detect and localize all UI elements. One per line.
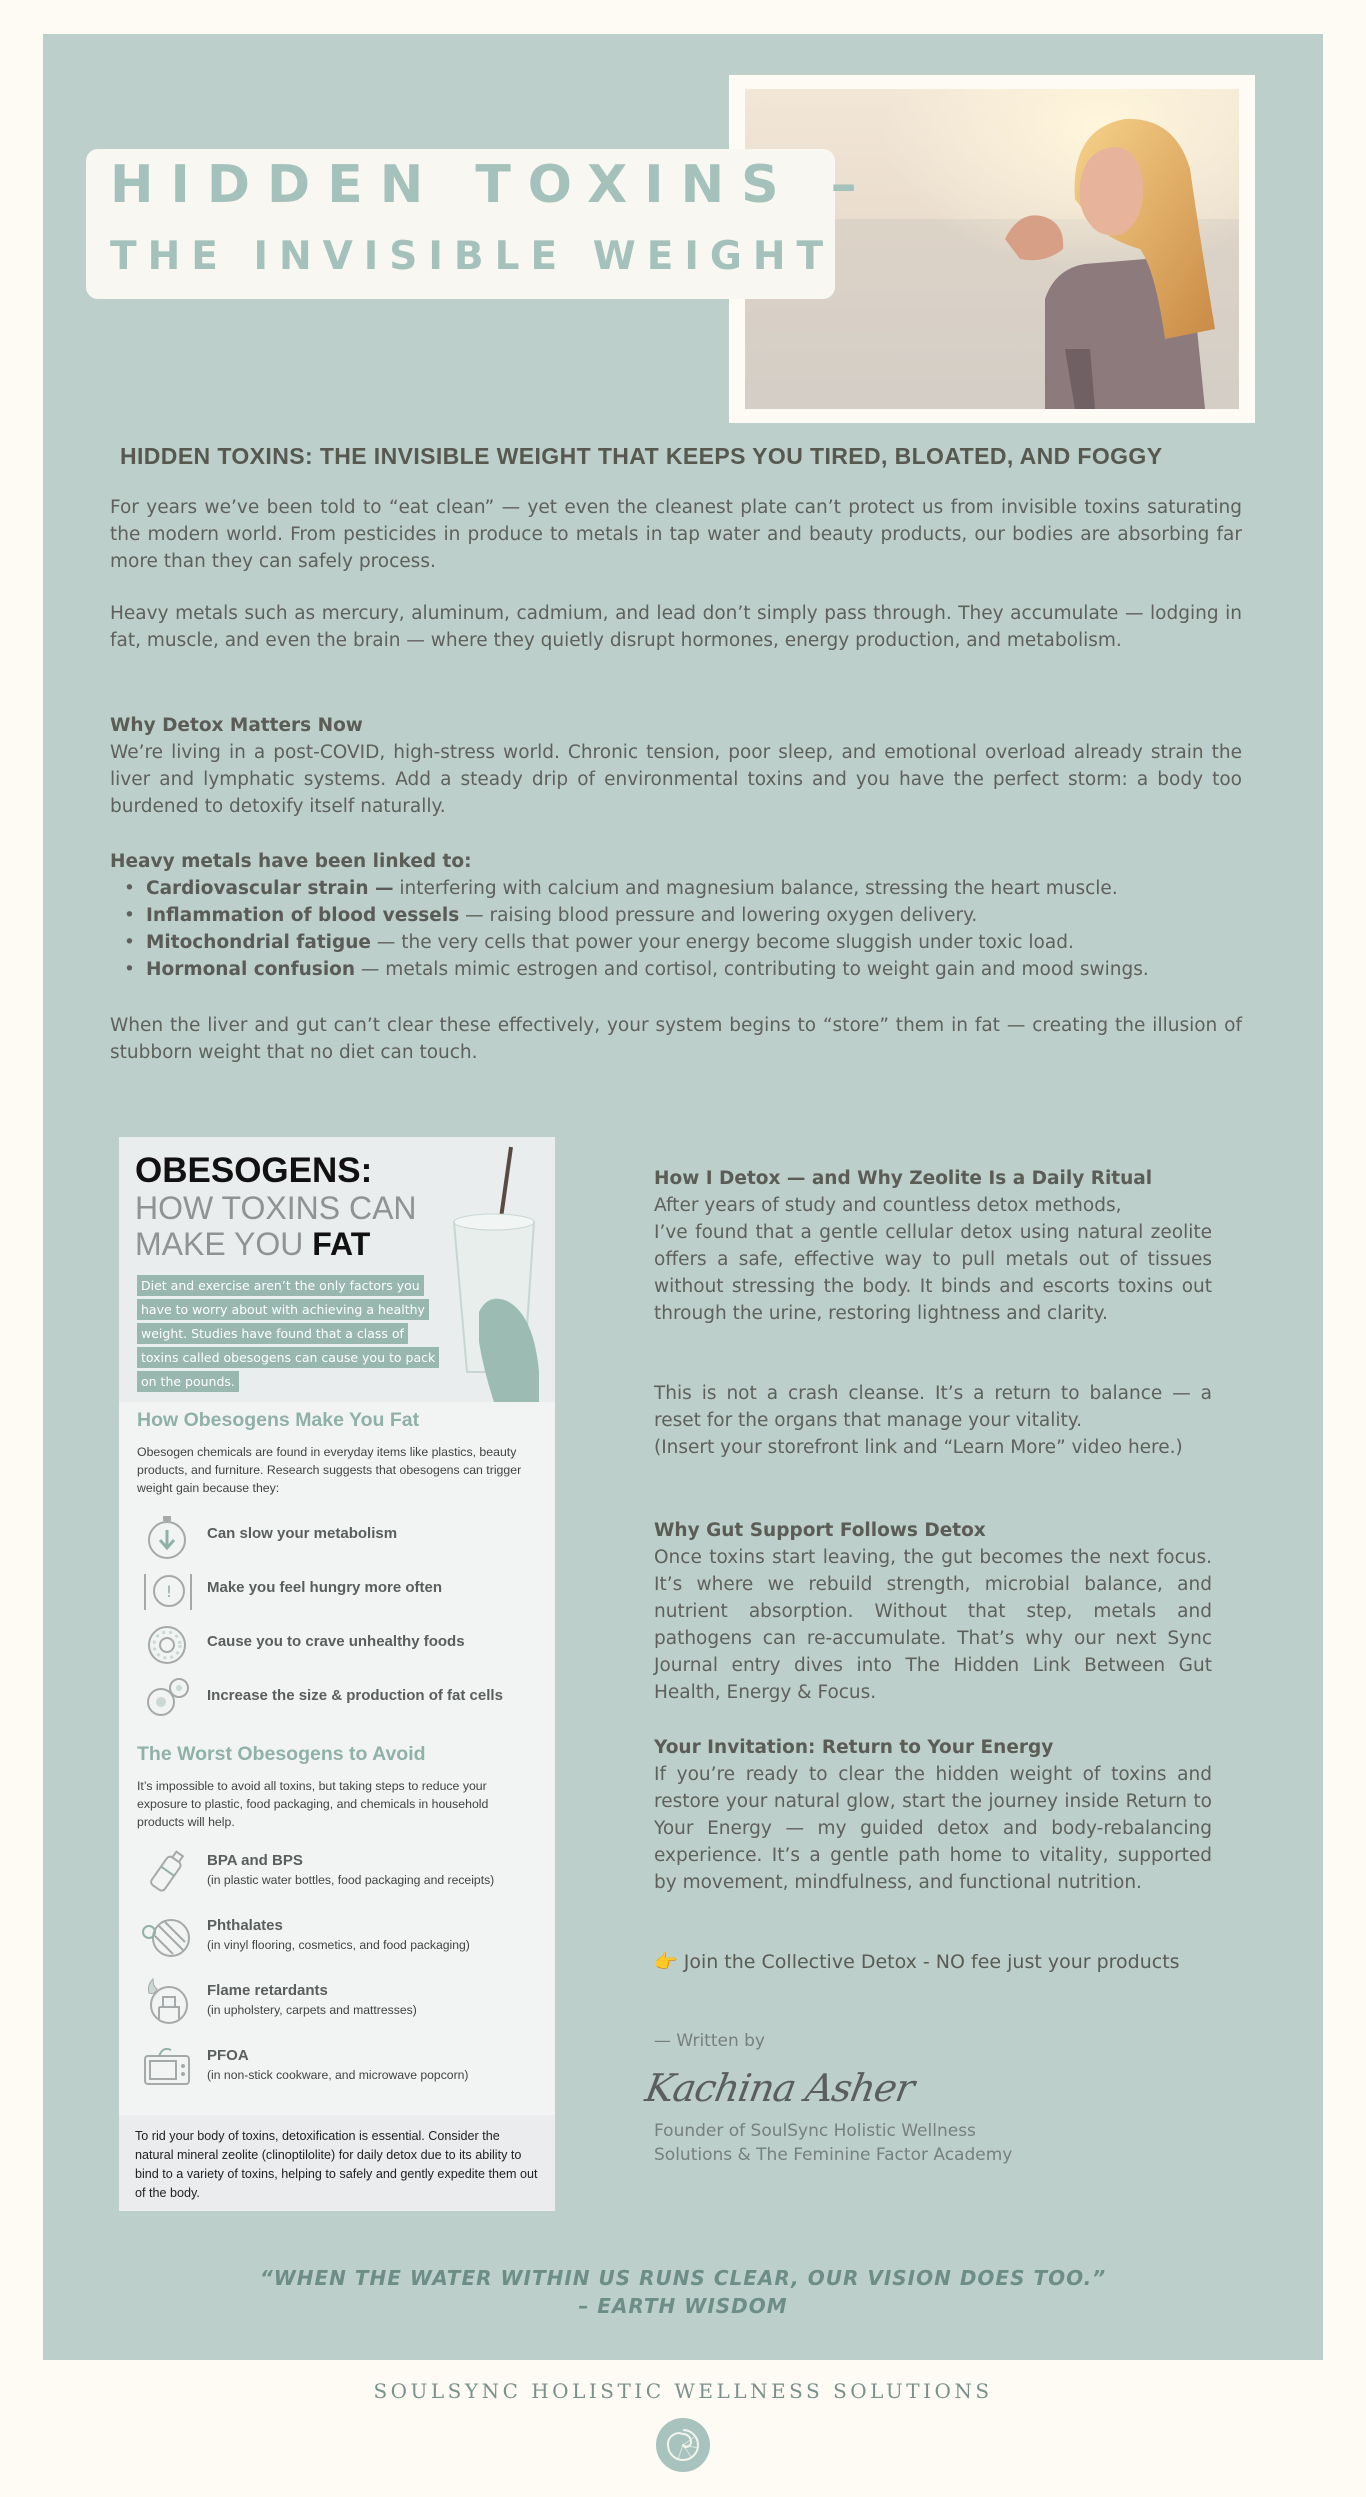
obesogen-row	[141, 1912, 551, 1962]
effect-label: Cause you to crave unhealthy foods	[207, 1633, 465, 1650]
infographic-subtitle: HOW TOXINS CAN MAKE YOU FAT	[135, 1190, 417, 1262]
author-title: Founder of SoulSync Holistic Wellness Solutions & The Feminine Factor Academy	[654, 2121, 1013, 2165]
footer-brand: SOULSYNC HOLISTIC WELLNESS SOLUTIONS	[373, 2379, 993, 2403]
effect-row	[141, 1674, 551, 1724]
invitation-section	[654, 1734, 1212, 1896]
list-item: • Mitochondrial fatigue — the very cells that power your energy become sluggish under toxic load.	[110, 929, 1242, 956]
obesogen-detail: (in vinyl flooring, cosmetics, and food packaging)	[207, 1938, 470, 1952]
fork-plate-alert-icon	[141, 1566, 193, 1616]
closing-quote: “WHEN THE WATER WITHIN US RUNS CLEAR, OUR VISION DOES TOO.” – EARTH WISDOM	[259, 2266, 1107, 2318]
obesogen-detail: (in upholstery, carpets and mattresses)	[207, 2003, 417, 2017]
worst-obesogens-text: It’s impossible to avoid all toxins, but taking steps to reduce your exposure to plastic, food packaging, and chemicals in household products will help.	[137, 1779, 489, 1829]
detox-intro: After years of study and countless detox methods,	[654, 1195, 1122, 1216]
why-detox-heading: Why Detox Matters Now	[110, 715, 363, 736]
obesogen-row	[141, 2042, 551, 2092]
detox-heading: How I Detox — and Why Zeolite Is a Daily Ritual	[654, 1168, 1153, 1189]
gut-text: Once toxins start leaving, the gut becomes the next focus. It’s where we rebuild strength, microbial balance, and nutrient absorption. Without that step, metals and pathogens can re-accumulate. That’s why our next Sync Journal entry dives into The Hidden Link Between Gut Health, Energy & Focus.	[654, 1547, 1212, 1703]
plastic-bottle-icon	[141, 1847, 193, 1897]
detox-section	[654, 1165, 1212, 1327]
intro-paragraph: For years we’ve been told to “eat clean” — yet even the cleanest plate can’t protect us from invisible toxins saturating the modern world. From pesticides in produce to metals in tap water and beauty products, our bodies are absorbing far more than they can safely process.	[110, 497, 1242, 572]
invitation-text: If you’re ready to clear the hidden weight of toxins and restore your natural glow, start the journey inside Return to Your Energy — my guided detox and body-rebalancing experience. It’s a gentle path home to vitality, supported by movement, mindfulness, and functional nutrition.	[654, 1764, 1212, 1893]
obesogen-name: PFOA	[207, 2047, 249, 2064]
list-item: • Cardiovascular strain — interfering with calcium and magnesium balance, stressing the heart muscle.	[110, 875, 1242, 902]
obesogen-detail: (in non-stick cookware, and microwave popcorn)	[207, 2068, 469, 2082]
flame-chair-icon	[141, 1977, 193, 2027]
join-detox-link[interactable]	[654, 1950, 1180, 1973]
how-obesogens-text: Obesogen chemicals are found in everyday items like plastics, beauty products, and furniture. Research suggests that obesogens can trigger weight gain because they:	[137, 1445, 522, 1495]
how-obesogens-heading: How Obesogens Make You Fat	[137, 1409, 420, 1431]
vinyl-tile-icon	[141, 1912, 193, 1962]
hero-title-line-1: HIDDEN TOXINS –	[110, 155, 874, 215]
effect-row	[141, 1620, 551, 1670]
linked-heading: Heavy metals have been linked to:	[110, 851, 472, 872]
worst-obesogens-heading: The Worst Obesogens to Avoid	[137, 1743, 426, 1765]
crash-text: This is not a crash cleanse. It’s a return to balance — a reset for the organs that manage your vitality.	[654, 1383, 1212, 1431]
cup-in-hand-icon	[439, 1142, 551, 1402]
store-fat-paragraph: When the liver and gut can’t clear these effectively, your system begins to “store” them in fat — creating the illusion of stubborn weight that no diet can touch.	[110, 1015, 1242, 1063]
effect-row	[141, 1566, 551, 1616]
svg-text:!: !	[165, 1582, 173, 1601]
infographic-header	[119, 1137, 555, 1402]
written-by-label: — Written by	[654, 2031, 765, 2051]
why-detox-section	[110, 712, 1242, 820]
infographic-title: OBESOGENS:	[135, 1151, 373, 1190]
nautilus-shell-icon	[656, 2418, 710, 2472]
donut-icon	[141, 1620, 193, 1670]
hero-title-line-2: THE INVISIBLE WEIGHT	[110, 234, 835, 279]
gut-heading: Why Gut Support Follows Detox	[654, 1520, 986, 1541]
effect-label: Make you feel hungry more often	[207, 1579, 443, 1596]
linked-section	[110, 848, 1242, 983]
obesogen-name: Phthalates	[207, 1917, 283, 1934]
crash-cleanse-section	[654, 1380, 1212, 1461]
obesogen-detail: (in plastic water bottles, food packaging and receipts)	[207, 1873, 495, 1887]
stopwatch-down-icon	[141, 1512, 193, 1562]
heavy-metals-paragraph: Heavy metals such as mercury, aluminum, cadmium, and lead don’t simply pass through. They accumulate — lodging in fat, muscle, and even the brain — where they quietly disrupt hormones, energy production, and metabolism.	[110, 603, 1242, 651]
list-item: • Inflammation of blood vessels — raising blood pressure and lowering oxygen delivery.	[110, 902, 1242, 929]
gut-section	[654, 1517, 1212, 1706]
hero-title-card	[86, 149, 874, 299]
microwave-icon	[141, 2042, 193, 2092]
effect-row	[141, 1512, 551, 1562]
pointing-hand-icon: 👉	[654, 1951, 678, 1973]
join-detox-label: Join the Collective Detox - NO fee just your products	[683, 1951, 1180, 1973]
obesogens-infographic	[119, 1137, 555, 2211]
fat-cells-icon	[141, 1674, 193, 1724]
infographic-footer	[119, 2115, 555, 2211]
infographic-footer-text: To rid your body of toxins, detoxification is essential. Consider the natural mineral zeolite (clinoptilolite) for daily detox due to its ability to bind to a variety of toxins, helping to safely and gently expedite them out of the body.	[135, 2129, 538, 2200]
obesogen-name: BPA and BPS	[207, 1852, 303, 1869]
why-detox-text: We’re living in a post-COVID, high-stress world. Chronic tension, poor sleep, and emotional overload already strain the liver and lymphatic systems. Add a steady drip of environmental toxins and you have the perfect storm: a body too burdened to detoxify itself naturally.	[110, 742, 1242, 817]
obesogen-row	[141, 1847, 551, 1897]
list-item: • Hormonal confusion — metals mimic estrogen and cortisol, contributing to weight gain and mood swings.	[110, 956, 1242, 983]
effect-label: Can slow your metabolism	[207, 1525, 398, 1542]
obesogen-name: Flame retardants	[207, 1982, 328, 1999]
infographic-callout: Diet and exercise aren’t the only factors you have to worry about with achieving a healthy weight. Studies have found that a class of toxins called obesogens can cause you to pack on the pounds.	[137, 1274, 437, 1394]
invitation-heading: Your Invitation: Return to Your Energy	[654, 1737, 1054, 1758]
author-signature: Kachina Asher	[642, 2066, 918, 2110]
obesogen-row	[141, 1977, 551, 2027]
detox-text: I’ve found that a gentle cellular detox using natural zeolite offers a safe, effective way to pull metals out of tissues without stressing the body. It binds and escorts toxins out through the urine, restoring lightness and clarity.	[654, 1222, 1212, 1324]
linked-list	[110, 875, 1242, 983]
article-headline: HIDDEN TOXINS: THE INVISIBLE WEIGHT THAT KEEPS YOU TIRED, BLOATED, AND FOGGY	[120, 443, 1163, 469]
storefront-placeholder-text: (Insert your storefront link and “Learn More” video here.)	[654, 1437, 1183, 1458]
effect-label: Increase the size & production of fat cells	[207, 1687, 503, 1704]
